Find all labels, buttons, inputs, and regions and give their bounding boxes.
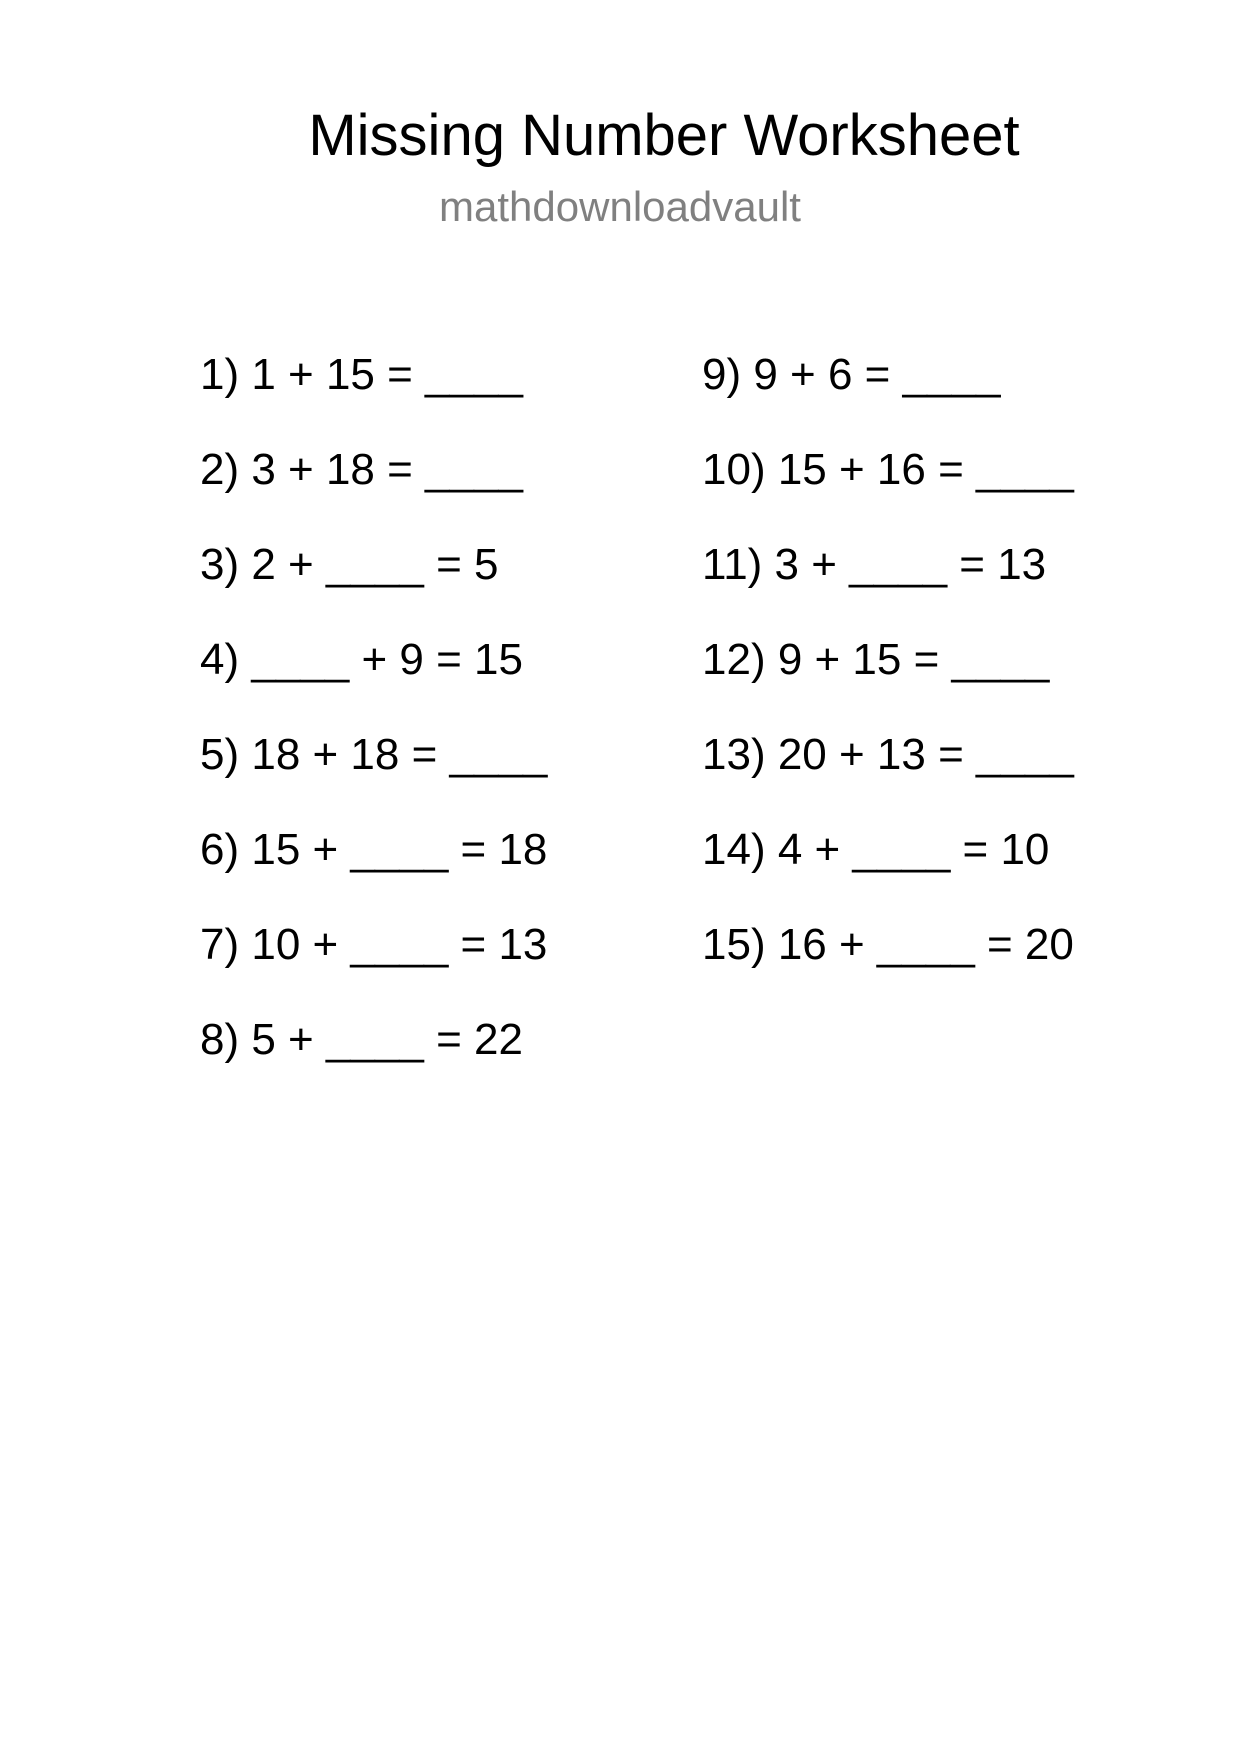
problem-3: 3) 2 + ____ = 5: [200, 540, 499, 589]
problem-4: 4) ____ + 9 = 15: [200, 635, 523, 684]
problem-8: 8) 5 + ____ = 22: [200, 1015, 523, 1064]
problem-14: 14) 4 + ____ = 10: [702, 825, 1050, 874]
problem-15: 15) 16 + ____ = 20: [702, 920, 1074, 969]
problem-12: 12) 9 + 15 = ____: [702, 635, 1050, 684]
worksheet-subtitle: mathdownloadvault: [439, 183, 801, 230]
problem-6: 6) 15 + ____ = 18: [200, 825, 548, 874]
problem-13: 13) 20 + 13 = ____: [702, 730, 1074, 779]
problem-9: 9) 9 + 6 = ____: [702, 350, 1001, 399]
problem-1: 1) 1 + 15 = ____: [200, 350, 523, 399]
problem-11: 11) 3 + ____ = 13: [702, 540, 1047, 589]
problem-2: 2) 3 + 18 = ____: [200, 445, 523, 494]
problem-column-left: [200, 347, 547, 1107]
problem-column-right: [702, 347, 1074, 1012]
problem-10: 10) 15 + 16 = ____: [702, 445, 1074, 494]
problem-5: 5) 18 + 18 = ____: [200, 730, 548, 779]
worksheet-title: Missing Number Worksheet: [308, 103, 1020, 168]
problem-7: 7) 10 + ____ = 13: [200, 920, 548, 969]
